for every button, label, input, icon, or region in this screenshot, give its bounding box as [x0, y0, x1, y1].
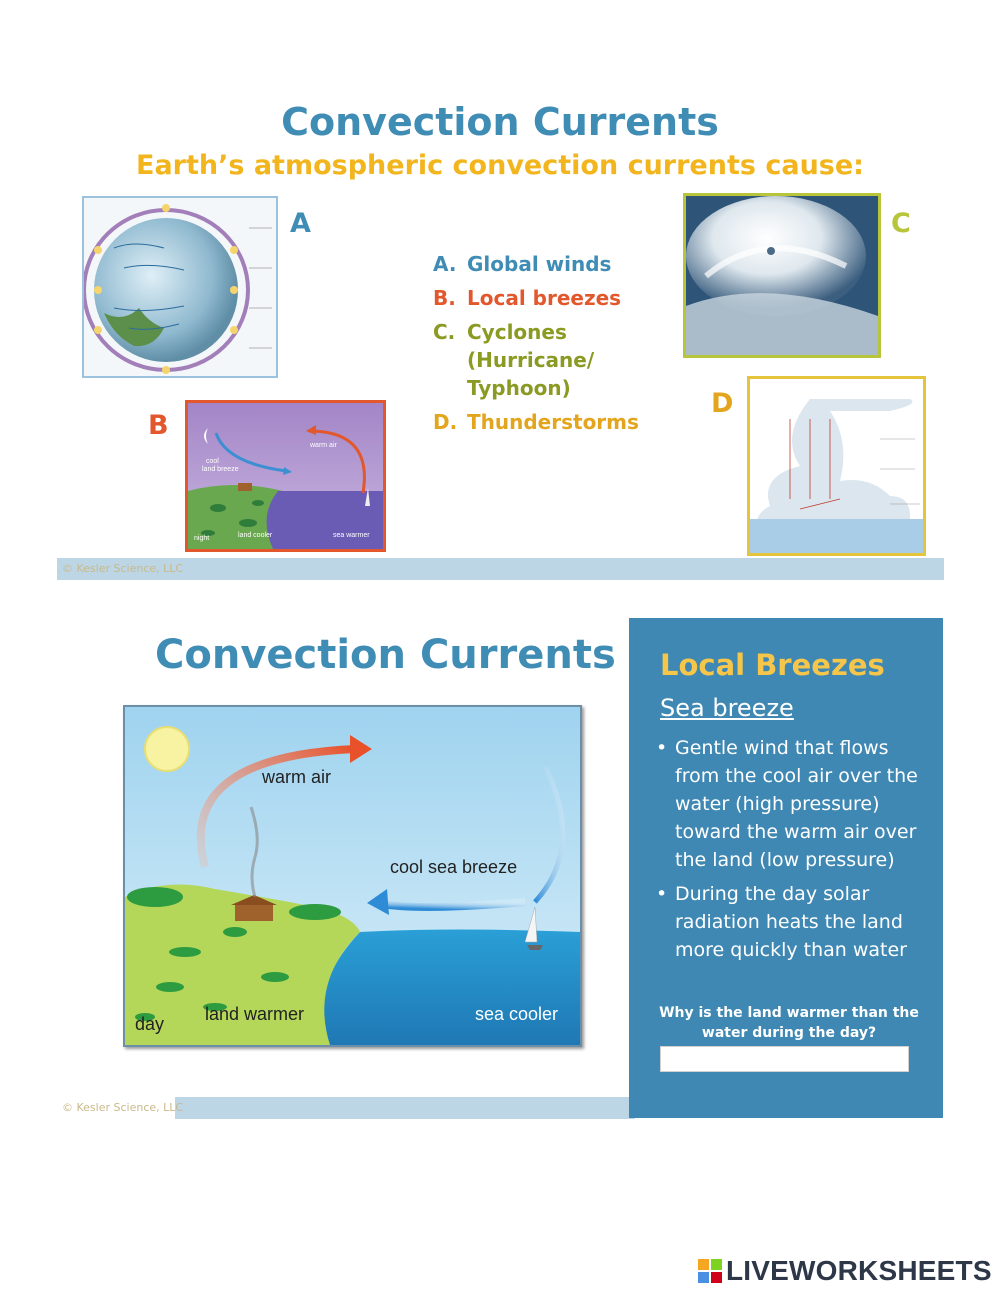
- slide1-copyright: © Kesler Science, LLC: [62, 562, 184, 575]
- logo-text: LIVEWORKSHEETS: [726, 1255, 992, 1286]
- list-item-local-breezes: B. Local breezes: [433, 286, 622, 310]
- slide2-footer-bar: [175, 1097, 635, 1119]
- night-label: night: [194, 535, 210, 542]
- list-item-cyclones: C. Cyclones (Hurricane/ Typhoon): [433, 320, 595, 400]
- answer-input[interactable]: [660, 1046, 909, 1072]
- local-breezes-panel: [629, 618, 943, 1118]
- question-text: Why is the land warmer than the water during the day?: [659, 1005, 919, 1041]
- night-sea-warmer-label: sea warmer: [333, 532, 370, 539]
- slide1-title: Convection Currents: [281, 100, 719, 144]
- slide2-title: Convection Currents: [155, 632, 616, 678]
- slide1-subtitle: Earth’s atmospheric convection currents cause:: [136, 150, 864, 181]
- panel-title: Local Breezes: [660, 648, 885, 682]
- night-warm-air-label: warm air: [310, 442, 337, 449]
- thunderstorm-image: [747, 376, 926, 556]
- effects-list: [433, 250, 639, 436]
- liveworksheets-logo: [698, 1256, 992, 1286]
- night-cool-label: cool: [206, 458, 219, 465]
- global-winds-image: [82, 196, 278, 378]
- night-land-cooler-label: land cooler: [238, 532, 273, 539]
- night-land-breeze-label: land breeze: [202, 466, 239, 473]
- logo-icon: [698, 1259, 722, 1283]
- slide1-footer-bar: [57, 558, 944, 580]
- land-breeze-image: [185, 400, 386, 552]
- sea-cooler-label: sea cooler: [475, 1004, 559, 1024]
- sea-breeze-diagram: [123, 705, 582, 1047]
- list-item-global-winds: A. Global winds: [433, 252, 612, 276]
- bullet-gentle-wind: • Gentle wind that flows from the cool air over the water (high pressure) toward the warm air over the land (low pressure): [656, 737, 918, 871]
- warm-air-label: warm air: [262, 767, 332, 787]
- cyclone-image: [683, 193, 881, 358]
- bullet-solar-radiation: • During the day solar radiation heats the land more quickly than water: [656, 883, 907, 961]
- image-letter-c: C: [891, 208, 911, 239]
- image-letter-b: B: [148, 410, 169, 441]
- panel-subtitle: Sea breeze: [660, 694, 794, 722]
- image-letter-a: A: [290, 208, 311, 239]
- cool-sea-breeze-label: cool sea breeze: [390, 857, 518, 877]
- image-letter-d: D: [711, 388, 734, 419]
- slide2-copyright: © Kesler Science, LLC: [62, 1101, 184, 1114]
- land-warmer-label: land warmer: [205, 1004, 305, 1024]
- day-label: day: [135, 1014, 165, 1034]
- list-item-thunderstorms: D. Thunderstorms: [433, 410, 639, 434]
